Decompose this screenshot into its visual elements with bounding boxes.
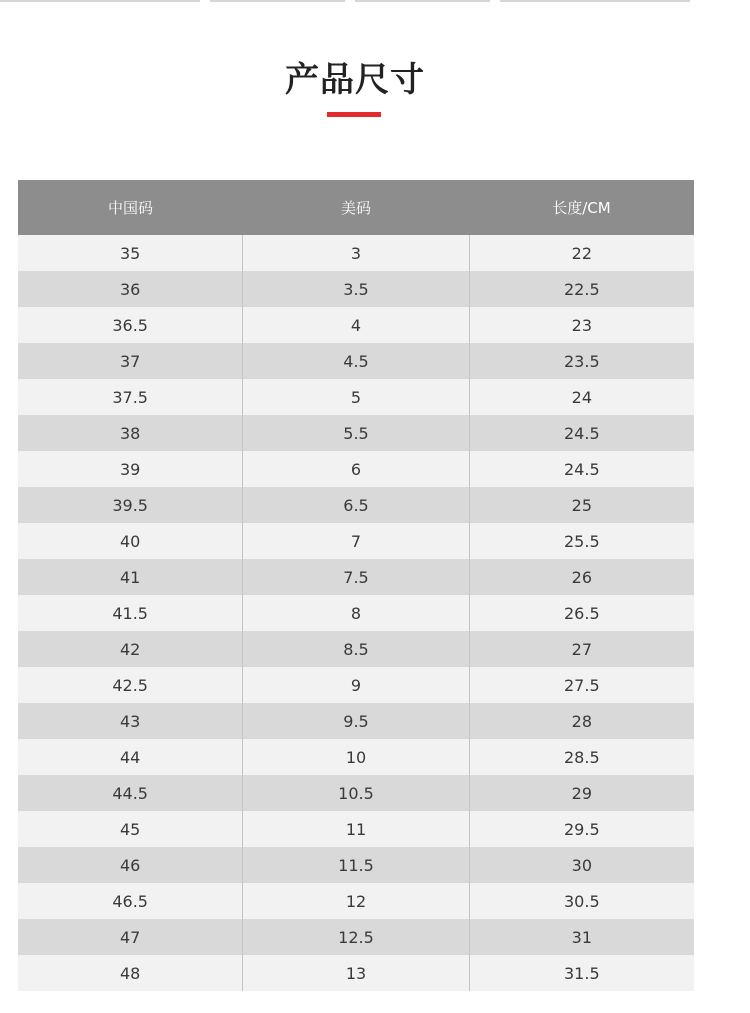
table-row [18,811,694,847]
table-row [18,271,694,307]
cell-cn-size: 43 [119,711,141,731]
table-row [18,307,694,343]
cell-us-size: 8.5 [242,631,468,667]
cell-cn-size: 46 [119,855,141,875]
cell-us-size: 7.5 [242,559,468,595]
cell-length-cm: 23.5 [469,343,694,379]
cell-us-size: 11 [242,811,468,847]
table-header [18,180,694,235]
table-row [18,379,694,415]
cell-cn-size: 41 [119,567,141,587]
cell-us-size: 3 [242,235,468,271]
cell-cn-size: 37.5 [112,387,148,407]
cell-length-cm: 28.5 [469,739,694,775]
table-row [18,559,694,595]
top-divider-strip [0,0,750,3]
cell-us-size: 12 [242,883,468,919]
table-row [18,703,694,739]
cell-length-cm: 22.5 [469,271,694,307]
cell-length-cm: 23 [469,307,694,343]
cell-us-size: 4.5 [242,343,468,379]
table-row [18,883,694,919]
cell-cn-size: 48 [119,963,141,983]
cell-cn-size: 36 [119,279,141,299]
cell-cn-size: 41.5 [112,603,148,623]
cell-us-size: 10 [242,739,468,775]
cell-length-cm: 27.5 [469,667,694,703]
cell-length-cm: 29 [469,775,694,811]
table-body [18,235,694,991]
cell-cn-size: 39.5 [112,495,148,515]
table-row [18,847,694,883]
cell-cn-size: 37 [119,351,141,371]
table-row [18,667,694,703]
table-row [18,415,694,451]
cell-us-size: 5 [242,379,468,415]
cell-cn-size: 38 [119,423,141,443]
cell-length-cm: 25 [469,487,694,523]
cell-cn-size: 39 [119,459,141,479]
cell-length-cm: 24.5 [469,451,694,487]
size-table [18,180,694,991]
cell-cn-size: 45 [119,819,141,839]
title-accent-bar [327,112,381,117]
cell-us-size: 12.5 [242,919,468,955]
header-us-size: 美码 [340,199,371,217]
table-row [18,343,694,379]
cell-us-size: 3.5 [242,271,468,307]
table-row [18,631,694,667]
cell-us-size: 6 [242,451,468,487]
cell-cn-size: 36.5 [112,315,148,335]
cell-us-size: 5.5 [242,415,468,451]
table-row [18,487,694,523]
table-row [18,955,694,991]
cell-cn-size: 44.5 [112,783,148,803]
cell-length-cm: 28 [469,703,694,739]
cell-cn-size: 42.5 [112,675,148,695]
cell-us-size: 6.5 [242,487,468,523]
table-row [18,919,694,955]
cell-length-cm: 27 [469,631,694,667]
table-row [18,739,694,775]
cell-length-cm: 24 [469,379,694,415]
cell-cn-size: 46.5 [112,891,148,911]
cell-us-size: 8 [242,595,468,631]
table-row [18,235,694,271]
table-row [18,451,694,487]
cell-us-size: 9 [242,667,468,703]
cell-length-cm: 25.5 [469,523,694,559]
cell-length-cm: 26.5 [469,595,694,631]
cell-length-cm: 24.5 [469,415,694,451]
cell-us-size: 10.5 [242,775,468,811]
cell-length-cm: 31.5 [469,955,694,991]
table-row [18,595,694,631]
cell-length-cm: 22 [469,235,694,271]
cell-length-cm: 29.5 [469,811,694,847]
header-cn-size: 中国码 [107,199,153,217]
cell-us-size: 7 [242,523,468,559]
page-title: 产品尺寸 [285,60,425,100]
cell-length-cm: 30.5 [469,883,694,919]
cell-us-size: 9.5 [242,703,468,739]
cell-cn-size: 44 [119,747,141,767]
cell-length-cm: 26 [469,559,694,595]
cell-cn-size: 47 [119,927,141,947]
cell-us-size: 11.5 [242,847,468,883]
cell-us-size: 4 [242,307,468,343]
cell-cn-size: 40 [119,531,141,551]
header-length-cm: 长度/CM [552,199,611,217]
cell-us-size: 13 [242,955,468,991]
cell-length-cm: 31 [469,919,694,955]
table-row [18,523,694,559]
cell-length-cm: 30 [469,847,694,883]
cell-cn-size: 35 [119,243,141,263]
table-row [18,775,694,811]
cell-cn-size: 42 [119,639,141,659]
